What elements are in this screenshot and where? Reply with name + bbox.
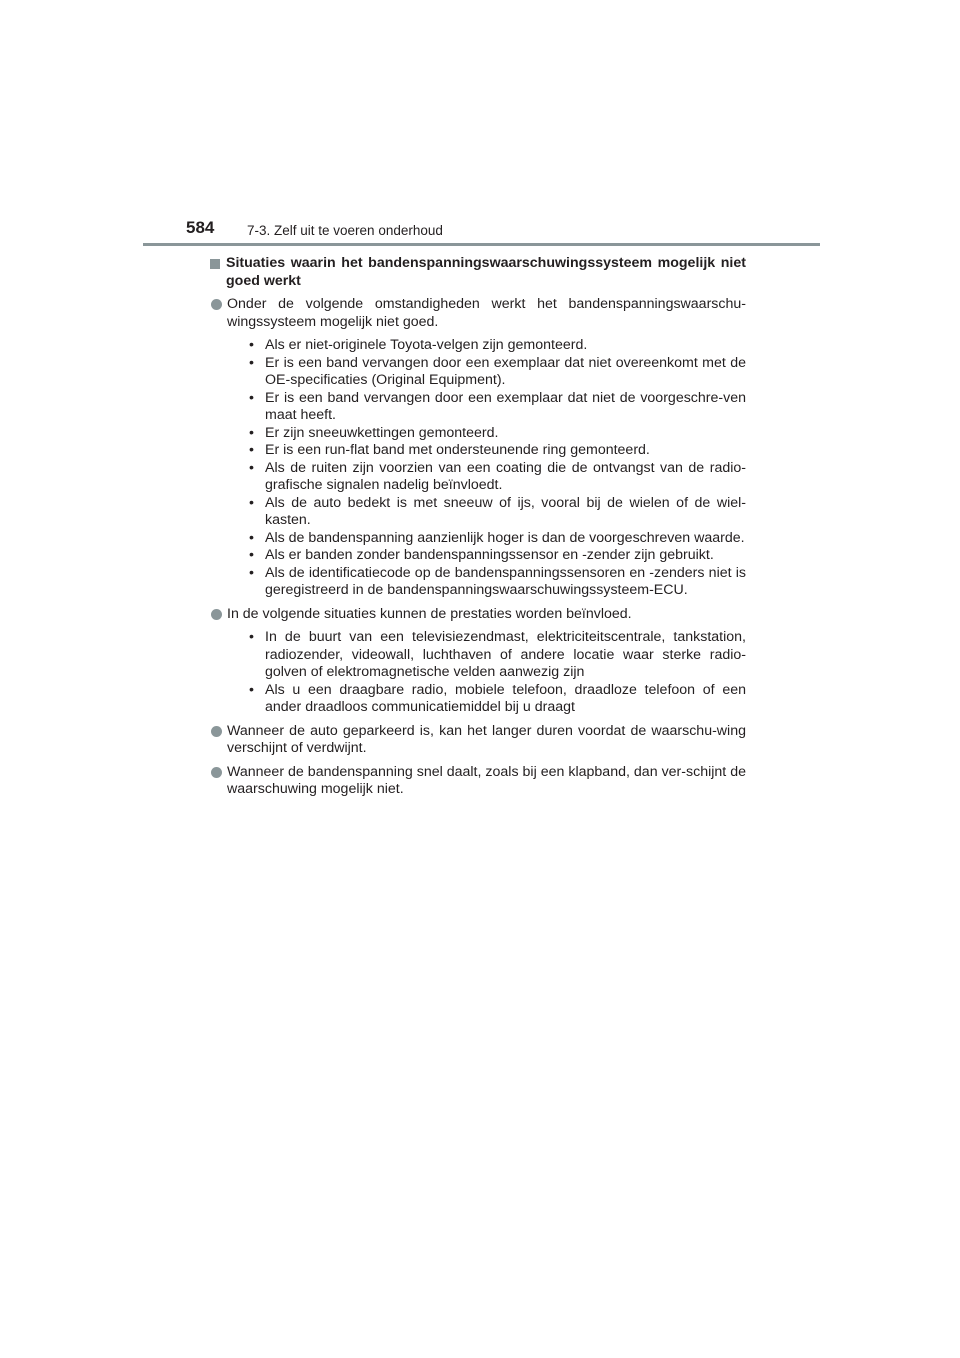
bullet-item: [210, 764, 746, 799]
sub-item-text: Als u een draagbare radio, mobiele telefoon, draadloze telefoon of een ander draadloos communicatiemiddel bij u draagt: [265, 681, 746, 715]
circle-bullet-icon: [211, 299, 222, 310]
sub-list: [227, 629, 746, 717]
sub-item-text: Als er niet-originele Toyota-velgen zijn gemonteerd.: [265, 337, 588, 353]
page-number: 584: [186, 218, 215, 237]
sub-item: [227, 629, 746, 682]
sub-item-text: Er is een band vervangen door een exemplaar dat niet de voorgeschre-ven maat heeft.: [265, 389, 746, 423]
dot-marker-icon: •: [249, 442, 254, 458]
sub-item: [227, 460, 746, 495]
dot-marker-icon: •: [249, 629, 254, 645]
sub-item: [227, 355, 746, 390]
sub-item-text: Er is een band vervangen door een exemplaar dat niet overeenkomt met de OE-specificaties (Original Equipment).: [265, 354, 746, 388]
sub-item-text: In de buurt van een televisiezendmast, elektriciteitscentrale, tankstation, radiozender, videowall, luchthaven of andere locatie waar sterke radio-golven of elektromagnetische velden aanwezig zijn: [265, 629, 746, 680]
sub-list: [227, 337, 746, 600]
section-heading-text: Situaties waarin het bandenspanningswaarschuwingssysteem mogelijk niet goed werkt: [226, 255, 746, 289]
sub-item: [227, 495, 746, 530]
sub-item-text: Als de identificatiecode op de bandenspanningssensoren en -zenders niet is geregistreerd in de bandenspanningswaarschuwingssysteem-ECU.: [265, 564, 746, 598]
circle-bullet-icon: [211, 767, 222, 778]
dot-marker-icon: •: [249, 459, 254, 476]
bullet-text: In de volgende situaties kunnen de prestaties worden beïnvloed.: [227, 605, 632, 622]
sub-item: [227, 337, 746, 355]
sub-item: [227, 547, 746, 565]
dot-marker-icon: •: [249, 529, 254, 546]
sub-item-text: Er zijn sneeuwkettingen gemonteerd.: [265, 424, 499, 441]
square-bullet-icon: [210, 259, 220, 269]
circle-bullet-icon: [211, 609, 222, 620]
dot-marker-icon: •: [249, 389, 254, 406]
header-divider: [143, 243, 820, 246]
bullet-text: Onder de volgende omstandigheden werkt het bandenspanningswaarschu-wingssysteem mogelijk niet goed.: [227, 296, 746, 330]
dot-marker-icon: •: [249, 424, 254, 441]
sub-item: [227, 682, 746, 717]
bullet-item: [210, 606, 746, 717]
sub-item: [227, 390, 746, 425]
circle-bullet-icon: [211, 726, 222, 737]
sub-item-text: Als de bandenspanning aanzienlijk hoger is dan de voorgeschreven waarde.: [265, 529, 745, 546]
sub-item-text: Als de ruiten zijn voorzien van een coating die de ontvangst van de radio-grafische signalen nadelig beïnvloedt.: [265, 459, 746, 493]
bullet-item: [210, 723, 746, 758]
dot-marker-icon: •: [249, 681, 254, 698]
bullet-item: [210, 296, 746, 600]
dot-marker-icon: •: [249, 337, 254, 353]
sub-item: [227, 425, 746, 443]
bullet-text: Wanneer de auto geparkeerd is, kan het langer duren voordat de waarschu-wing verschijnt of verdwijnt.: [227, 722, 746, 756]
dot-marker-icon: •: [249, 564, 254, 581]
page-content: [210, 255, 746, 799]
dot-marker-icon: •: [249, 547, 254, 563]
sub-item-text: Als er banden zonder bandenspanningssensor en -zender zijn gebruikt.: [265, 547, 714, 563]
sub-item-text: Als de auto bedekt is met sneeuw of ijs, vooral bij de wielen of de wiel-kasten.: [265, 494, 746, 528]
sub-item: [227, 530, 746, 548]
sub-item: [227, 442, 746, 460]
sub-item: [227, 565, 746, 600]
bullet-text: Wanneer de bandenspanning snel daalt, zoals bij een klapband, dan ver-schijnt de waarschuwing mogelijk niet.: [227, 763, 746, 797]
dot-marker-icon: •: [249, 494, 254, 511]
sub-item-text: Er is een run-flat band met ondersteunende ring gemonteerd.: [265, 442, 650, 458]
dot-marker-icon: •: [249, 354, 254, 371]
section-title: 7-3. Zelf uit te voeren onderhoud: [247, 223, 443, 238]
section-heading: [210, 255, 746, 290]
